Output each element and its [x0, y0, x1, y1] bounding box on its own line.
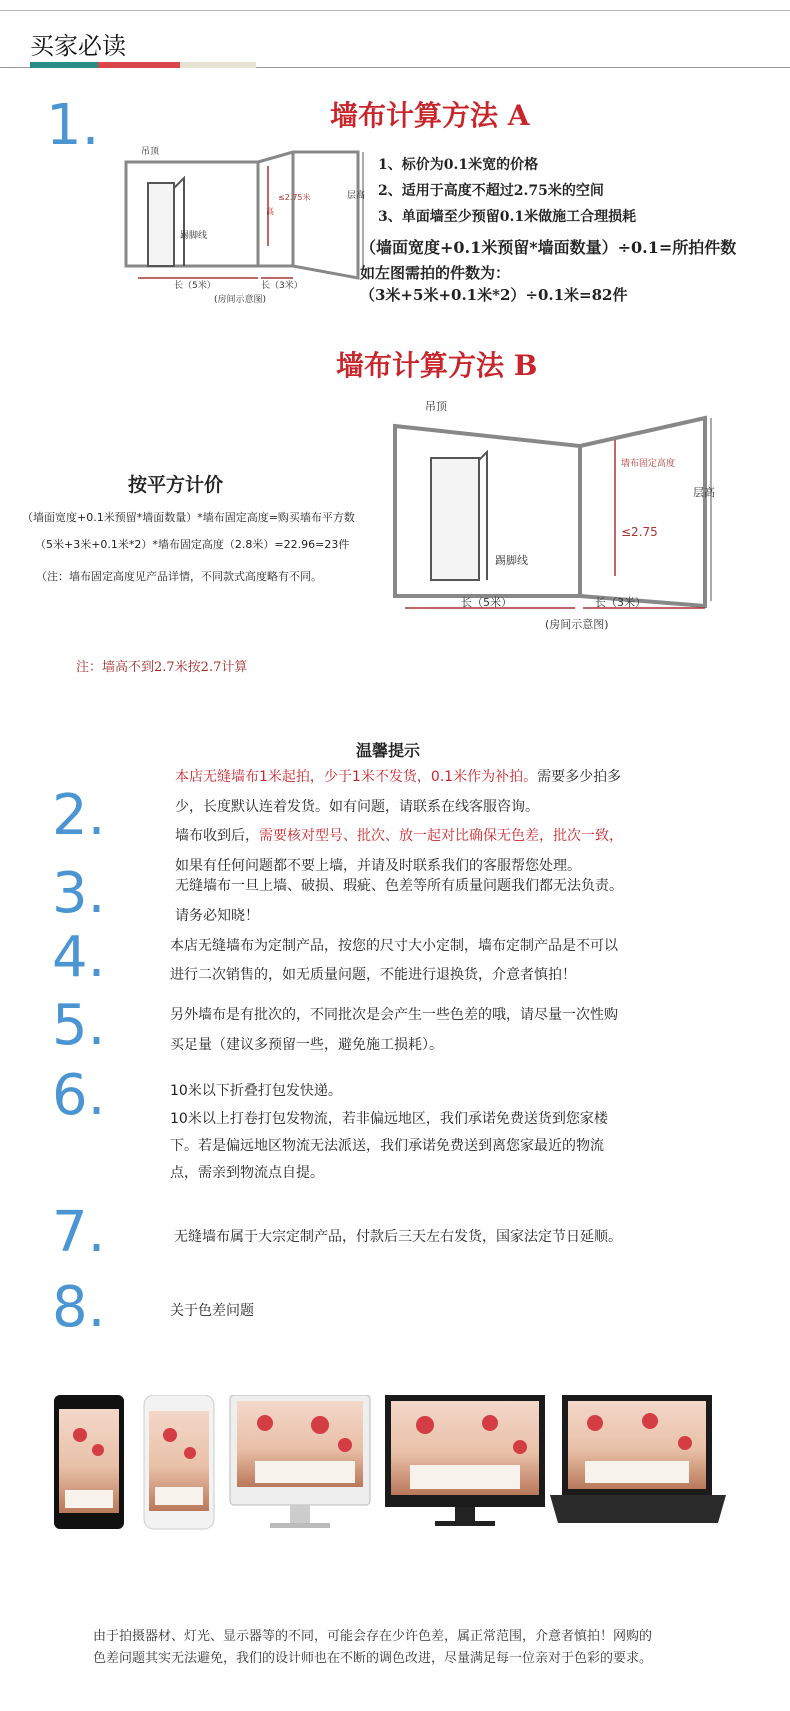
label-len1-a: 长（5米）	[174, 281, 216, 291]
step-number-7: 7.	[52, 1200, 106, 1265]
tip-5-line2: 买足量（建议多预留一些，避免施工损耗）。	[170, 1037, 443, 1053]
tip-4-line2: 进行二次销售的，如无质量问题，不能进行退换货，介意者慎拍！	[170, 967, 576, 983]
method-b-footnote: 注：墙高不到2.7米按2.7计算	[76, 660, 248, 675]
method-b-formula: （墙面宽度+0.1米预留*墙面数量）*墙布固定高度=购买墙布平方数	[22, 511, 355, 524]
device-comparison-image	[50, 1395, 770, 1540]
label-caption-b: (房间示意图)	[545, 618, 609, 631]
rule-2: 2、适用于高度不超过2.75米的空间	[378, 183, 604, 199]
accent-bar-beige	[180, 62, 256, 68]
method-b-example: （5米+3米+0.1米*2）*墙布固定高度（2.8米）=22.96=23件	[35, 538, 350, 551]
label-caption-a: (房间示意图)	[214, 295, 267, 305]
label-height-note-a: ≤2.75米	[278, 193, 311, 202]
method-a-example: （3米+5米+0.1米*2）÷0.1米=82件	[360, 286, 628, 304]
step-number-2: 2.	[52, 783, 106, 848]
door-a	[148, 183, 174, 266]
label-fixed-b: 墙布固定高度	[621, 459, 676, 469]
label-len2-a: 长（3米）	[261, 281, 303, 291]
label-floorheight-b: 层高	[693, 486, 715, 499]
accent-bar-teal	[30, 62, 98, 68]
tips-title: 温馨提示	[356, 741, 421, 760]
step-number-3: 3.	[52, 861, 106, 926]
method-a-formula: （墙面宽度+0.1米预留*墙面数量）÷0.1=所拍件数	[360, 238, 737, 257]
section-title: 买家必读	[30, 32, 126, 60]
tip-5-line1: 另外墙布是有批次的，不同批次是会产生一些色差的哦，请尽量一次性购	[170, 1007, 618, 1023]
top-divider	[0, 10, 790, 11]
room-diagram-b	[375, 396, 715, 636]
step-number-5: 5.	[52, 993, 106, 1058]
tip-6-line2: 10米以上打卷打包发物流，若非偏远地区，我们承诺免费送货到您家楼	[170, 1111, 608, 1127]
room-diagram-a	[118, 138, 368, 308]
label-height-a: 高	[266, 207, 274, 216]
rule-1: 1、标价为0.1米宽的价格	[378, 157, 539, 173]
step-number-1: 1.	[46, 93, 100, 158]
tip-4-line1: 本店无缝墙布为定制产品，按您的尺寸大小定制，墙布定制产品是不可以	[170, 938, 618, 954]
tip-3-lead: 墙布收到后，	[175, 828, 259, 844]
label-ceiling-a: 吊顶	[141, 147, 160, 157]
method-b-title: 墙布计算方法 B	[336, 349, 538, 382]
label-baseboard-a: 踢脚线	[180, 231, 208, 241]
footer-line-1: 由于拍摄器材、灯光、显示器等的不同，可能会存在少许色差，属正常范围，介意者慎拍！网购的	[93, 1629, 653, 1644]
label-len2-b: 长（3米）	[595, 596, 646, 609]
step-number-4: 4.	[52, 925, 106, 990]
tip-3-line4: 请务必知晓！	[175, 908, 259, 924]
tip-2-line2: 少，长度默认连着发货。如有问题，请联系在线客服咨询。	[175, 799, 539, 815]
method-b-note: （注：墙布固定高度见产品详情，不同款式高度略有不同。	[36, 570, 322, 583]
label-baseboard-b: 踢脚线	[495, 554, 528, 567]
tip-8-text: 关于色差问题	[170, 1303, 254, 1319]
tip-2-black: 需要多少拍多	[537, 769, 622, 785]
tip-7-text: 无缝墙布属于大宗定制产品，付款后三天左右发货，国家法定节日延顺。	[174, 1229, 622, 1245]
tip-6-line3: 下。若是偏远地区物流无法派送，我们承诺免费送到离您家最近的物流	[170, 1138, 604, 1154]
footer-line-2: 色差问题其实无法避免，我们的设计师也在不断的调色改进，尽量满足每一位亲对于色彩的要求。	[93, 1651, 653, 1666]
rule-3: 3、单面墙至少预留0.1米做施工合理损耗	[378, 209, 637, 225]
label-ceiling-b: 吊顶	[425, 400, 447, 413]
method-a-example-title: 如左图需拍的件数为：	[360, 264, 511, 282]
tip-3-line3: 无缝墙布一旦上墙、破损、瑕疵、色差等所有质量问题我们都无法负责。	[175, 878, 623, 894]
door-b	[431, 458, 479, 580]
phone-white	[144, 1395, 214, 1529]
desktop-monitor	[230, 1395, 370, 1528]
accent-bar-red	[98, 62, 180, 68]
tip-6-line1: 10米以下折叠打包发快递。	[170, 1083, 342, 1099]
label-height-note-b: ≤2.75	[621, 525, 658, 539]
method-b-subtitle: 按平方计价	[128, 474, 224, 496]
lcd-monitor	[385, 1395, 545, 1526]
tip-6-line4: 点，需亲到物流点自提。	[170, 1165, 324, 1181]
tip-3-red: 需要核对型号、批次、放一起对比确保无色差，批次一致，	[259, 828, 623, 844]
tip-2-red: 本店无缝墙布1米起拍，少于1米不发货，0.1米作为补拍。	[175, 769, 538, 785]
tip-3-line2: 如果有任何问题都不要上墙，并请及时联系我们的客服帮您处理。	[175, 858, 581, 874]
phone-black	[54, 1395, 124, 1529]
label-floorheight-a: 层高	[347, 191, 366, 201]
method-a-title: 墙布计算方法 A	[330, 99, 530, 132]
label-len1-b: 长（5米）	[461, 596, 512, 609]
step-number-8: 8.	[52, 1275, 106, 1340]
laptop	[550, 1395, 726, 1523]
step-number-6: 6.	[52, 1063, 106, 1128]
